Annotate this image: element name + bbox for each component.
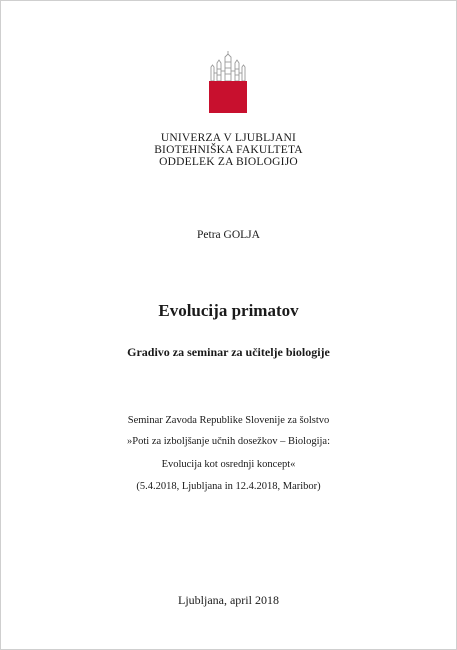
department-name: ODDELEK ZA BIOLOGIJO [159, 156, 298, 168]
seminar-line-2: »Poti za izboljšanje učnih dosežkov – Biologija: [127, 436, 330, 447]
document-subtitle: Gradivo za seminar za učitelje biologije [127, 345, 330, 359]
seminar-line-1: Seminar Zavoda Republike Slovenije za šolstvo [127, 415, 330, 426]
place-and-date: Ljubljana, april 2018 [178, 593, 279, 607]
document-title: Evolucija primatov [158, 301, 299, 320]
university-name: UNIVERZA V LJUBLJANI [160, 132, 297, 144]
university-logo [209, 49, 247, 113]
seminar-line-3: Evolucija kot osrednji koncept« [161, 459, 296, 470]
seminar-dates: (5.4.2018, Ljubljana in 12.4.2018, Maribor) [136, 481, 321, 492]
faculty-name: BIOTEHNIŠKA FAKULTETA [154, 144, 303, 156]
author-name: Petra GOLJA [197, 229, 260, 241]
logo-red-block [209, 81, 247, 113]
